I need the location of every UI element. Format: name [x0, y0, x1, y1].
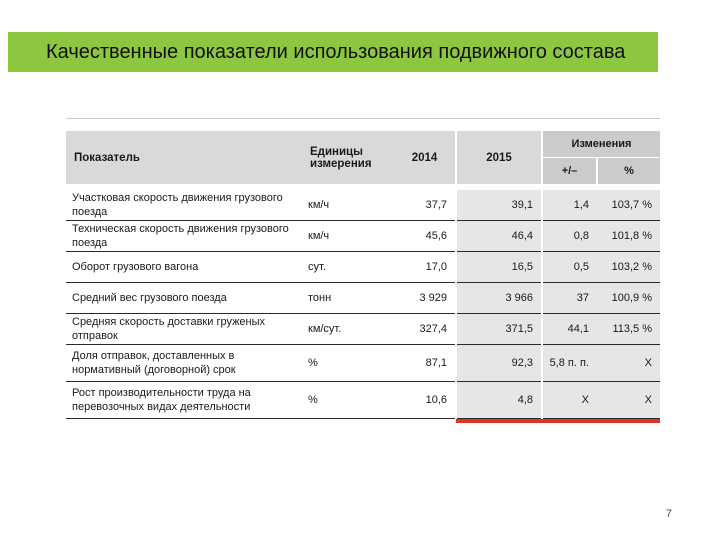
header-2015: 2015 [456, 131, 542, 187]
header-2014: 2014 [394, 131, 456, 187]
table-row [66, 283, 660, 314]
cell-v2014: 327,4 [394, 314, 456, 345]
header-units: Единицы измерения [302, 131, 394, 187]
cell-abs: 5,8 п. п. [542, 345, 597, 382]
cell-unit: % [302, 345, 394, 382]
page-number: 7 [665, 508, 672, 520]
cell-name: Техническая скорость движения грузового поезда [66, 221, 302, 252]
table-row [66, 314, 660, 345]
cell-v2014: 10,6 [394, 382, 456, 419]
cell-unit: сут. [302, 252, 394, 283]
cell-v2014: 17,0 [394, 252, 456, 283]
header-pct-change: % [597, 158, 660, 188]
cell-abs: Х [542, 382, 597, 419]
cell-abs: 0,5 [542, 252, 597, 283]
indicators-table-container [66, 118, 660, 419]
indicators-table [66, 131, 660, 419]
cell-pct: 100,9 % [597, 283, 660, 314]
cell-abs: 44,1 [542, 314, 597, 345]
cell-v2015: 92,3 [456, 345, 542, 382]
cell-pct: 101,8 % [597, 221, 660, 252]
cell-v2015: 39,1 [456, 187, 542, 221]
title-bar [8, 32, 658, 72]
cell-unit: км/сут. [302, 314, 394, 345]
cell-abs: 37 [542, 283, 597, 314]
cell-v2015: 371,5 [456, 314, 542, 345]
cell-v2015: 4,8 [456, 382, 542, 419]
cell-pct: 113,5 % [597, 314, 660, 345]
cell-unit: % [302, 382, 394, 419]
table-row [66, 252, 660, 283]
header-changes: Изменения [542, 131, 660, 158]
cell-name: Рост производительности труда на перевозочных видах деятельности [66, 382, 302, 419]
cell-pct: 103,2 % [597, 252, 660, 283]
cell-v2015: 16,5 [456, 252, 542, 283]
cell-abs: 1,4 [542, 187, 597, 221]
cell-v2014: 3 929 [394, 283, 456, 314]
cell-pct: Х [597, 382, 660, 419]
cell-name: Средний вес грузового поезда [66, 283, 302, 314]
cell-pct: 103,7 % [597, 187, 660, 221]
header-abs-change: +/– [542, 158, 597, 188]
cell-v2015: 3 966 [456, 283, 542, 314]
top-rule [66, 118, 660, 131]
cell-name: Оборот грузового вагона [66, 252, 302, 283]
cell-name: Доля отправок, доставленных в нормативный (договорной) срок [66, 345, 302, 382]
cell-abs: 0,8 [542, 221, 597, 252]
table-row [66, 221, 660, 252]
table-row [66, 345, 660, 382]
table-row [66, 187, 660, 221]
header-indicator: Показатель [66, 131, 302, 187]
cell-unit: тонн [302, 283, 394, 314]
highlight-bar [456, 419, 660, 423]
cell-v2014: 45,6 [394, 221, 456, 252]
slide-title: Качественные показатели использования подвижного состава [46, 41, 626, 63]
table-row [66, 382, 660, 419]
cell-pct: Х [597, 345, 660, 382]
cell-unit: км/ч [302, 221, 394, 252]
cell-v2014: 87,1 [394, 345, 456, 382]
cell-v2015: 46,4 [456, 221, 542, 252]
cell-unit: км/ч [302, 187, 394, 221]
cell-v2014: 37,7 [394, 187, 456, 221]
cell-name: Участковая скорость движения грузового поезда [66, 187, 302, 221]
cell-name: Средняя скорость доставки груженых отправок [66, 314, 302, 345]
